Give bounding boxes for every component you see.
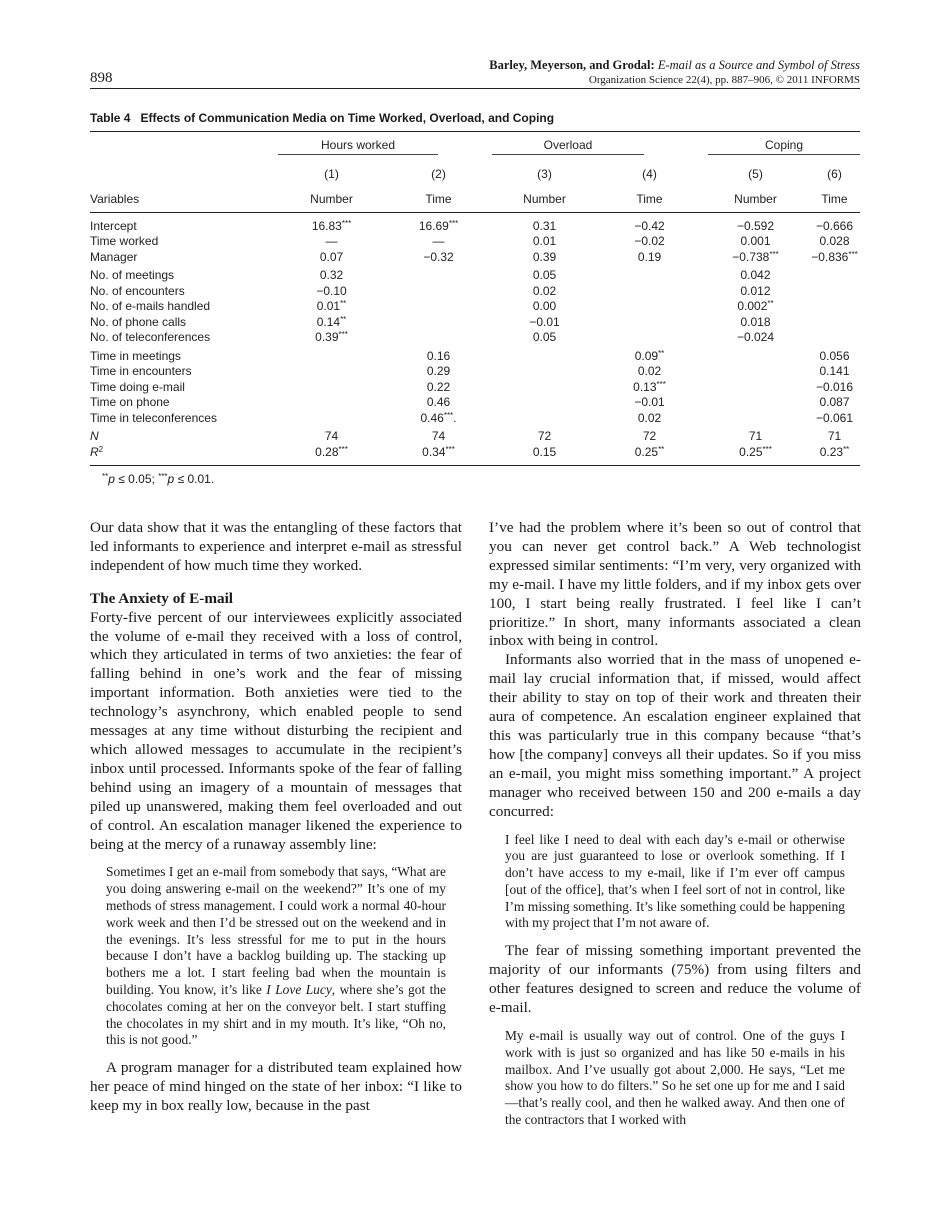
row-label: Time doing e-mail — [90, 379, 185, 394]
table-cell: 0.22 — [426, 379, 451, 394]
table-row — [90, 395, 860, 411]
table-row — [90, 250, 860, 266]
paragraph: Informants also worried that in the mass of unopened e-mail lay crucial information that, if missed, would affect their ability to stay on top of their work and threaten their aura of competence. An escalation engineer explained that this was particularly true in this company because “that’s how [the company] conveys all their updates. So if you miss an e-mail, you might miss something important.” A project manager who received between 150 and 200 e-mails a day concurred: — [489, 651, 861, 820]
model-number: (6) — [827, 166, 842, 181]
block-quote: Sometimes I get an e-mail from somebody that says, “What are you doing answering e-mail on the weekend?” It’s one of my methods of stress management. I could work a normal 40-hour work week and then I’d be stressed out on the weekend and in the evenings. It’s less stressful for me to put in the hours because I don’t have a backlog building up. The stacking up bothers me a lot. I start feeling bad when the mountain is building. You know, it’s like I Love Lucy, where she’s got the chocolates coming at her on the conveyor belt. I start stuffing the chocolates in my shirt and in my mouth. It’s like, “Oh no, this is not good.” — [106, 864, 446, 1048]
table-row — [90, 445, 860, 466]
paragraph: A program manager for a distributed team explained how her peace of mind hinged on the state of her inbox: “I like to keep my in box really low, because in the past — [90, 1059, 462, 1114]
table-cell — [809, 299, 860, 315]
table-row — [90, 212, 860, 234]
table-cell — [385, 265, 492, 284]
table-cell: 0.09** — [634, 348, 665, 363]
table-cell: 0.25*** — [702, 445, 809, 466]
table-cell — [278, 411, 385, 427]
table-cell — [809, 265, 860, 284]
table-cell: 0.23** — [809, 445, 860, 466]
table-cell: 0.31 — [532, 218, 557, 233]
right-column — [489, 519, 861, 1139]
table-cell: 0.056 — [819, 348, 850, 363]
table-cell — [702, 346, 809, 365]
block-quote: I feel like I need to deal with each day’s e-mail or otherwise you are just guaranteed to lose or overlook something. If I don’t have access to my e-mail, like if I’m ever off campus [out of the office], that’s when I feel sort of not in control, like I’m missing something. It’s like something could be happening with my project that I’m not aware of. — [505, 831, 845, 931]
table-cell: 16.83*** — [311, 218, 352, 233]
table-cell: 0.01 — [532, 234, 557, 248]
row-label: Time on phone — [90, 395, 170, 409]
table-cell: 0.001 — [740, 234, 771, 248]
table-cell: — — [325, 234, 338, 248]
table-cell — [597, 299, 702, 315]
table-cell — [492, 411, 597, 427]
table-cell — [278, 346, 385, 365]
table-cell: 0.00 — [532, 299, 557, 313]
model-number: (4) — [642, 166, 657, 181]
table-cell: −0.02 — [634, 234, 665, 248]
model-number: (1) — [324, 166, 339, 181]
running-header-title-line — [489, 58, 860, 73]
model-number: (3) — [537, 166, 552, 181]
table-cell — [702, 395, 809, 411]
table-cell: −0.42 — [634, 218, 665, 233]
table-cell: 0.29 — [426, 364, 451, 378]
model-unit: Number — [734, 192, 777, 206]
table-cell: 0.32 — [319, 268, 344, 282]
paragraph: The fear of missing something important prevented the majority of our informants (75%) from using filters and other features designed to screen and reduce the volume of e-mail. — [489, 942, 861, 1016]
table-group-hours: Hours worked — [278, 132, 492, 159]
table-cell — [492, 364, 597, 380]
table-cell — [809, 315, 860, 331]
table-row — [90, 234, 860, 250]
table-row — [90, 330, 860, 346]
table-group-coping: Coping — [702, 132, 860, 159]
row-label: Time worked — [90, 234, 159, 248]
section-heading: The Anxiety of E-mail — [90, 589, 234, 607]
table-cell: 0.46 — [426, 395, 451, 409]
table-cell: 0.46***. — [420, 410, 457, 425]
table-cell: 0.05 — [532, 268, 557, 282]
table-cell: 0.087 — [819, 395, 850, 409]
table-cell — [597, 315, 702, 331]
row-label: $R^2$ — [90, 445, 278, 466]
table-cell: −0.32 — [423, 249, 454, 264]
table-row — [90, 315, 860, 331]
table-row — [90, 346, 860, 365]
table-row — [90, 265, 860, 284]
row-label: No. of teleconferences — [90, 330, 211, 344]
table-cell: 74 — [324, 429, 339, 443]
table-row — [90, 411, 860, 427]
table-row — [90, 364, 860, 380]
model-unit: Time — [636, 192, 663, 206]
table-number: Table 4 — [90, 111, 131, 125]
table-cell: 0.28*** — [278, 445, 385, 466]
table-cell: −0.836*** — [811, 249, 858, 264]
results-table — [90, 131, 860, 466]
table-row — [90, 284, 860, 300]
table-cell: 0.141 — [819, 364, 850, 378]
table-cell — [492, 346, 597, 365]
block-quote: My e-mail is usually way out of control. One of the guys I work with is just so organized and has like 50 e-mails in his mailbox. And I’ve usually got about 2,000. He says, “Let me show you how to do filters.” So he set one up for me and I said—that’s really cool, and then he walked away. And then one of the contractors that I worked with — [505, 1027, 845, 1127]
table-group-overload: Overload — [492, 132, 702, 159]
table-cell: −0.10 — [316, 283, 347, 298]
table-title: Effects of Communication Media on Time Worked, Overload, and Coping — [140, 111, 555, 125]
table-cell: 0.34*** — [385, 445, 492, 466]
row-label: Time in teleconferences — [90, 410, 217, 425]
header-article-title: E-mail as a Source and Symbol of Stress — [657, 58, 860, 72]
table-footnote: **p ≤ 0.05; ***p ≤ 0.01. — [102, 472, 215, 486]
model-unit: Time — [821, 192, 848, 206]
table-cell: 0.012 — [740, 283, 771, 298]
table-cell — [385, 315, 492, 331]
table-cell — [702, 364, 809, 380]
table-row — [90, 299, 860, 315]
table-caption — [90, 111, 554, 125]
model-number: (2) — [431, 166, 446, 181]
table-row — [90, 426, 860, 445]
table-cell: 0.028 — [819, 234, 850, 248]
table-cell: 71 — [827, 429, 842, 443]
row-label: Time in meetings — [90, 348, 181, 363]
paragraph: Forty-five percent of our interviewees explicitly associated the volume of e-mail they received with a loss of control, which they articulated in terms of two anxieties: the fear of falling behind in one’s work and the fear of missing important information. Both anxieties were tied to the technology’s asynchrony, which enabled people to send messages at any time without disturbing the recipient and which allowed messages to accumulate in the recipient’s inbox until processed. Informants spoke of the fear of falling behind using an imagery of a mountain of messages that piled up unanswered, making them feel overloaded and out of control. An escalation manager likened the experience to being at the mercy of a runaway assembly line: — [90, 608, 462, 853]
left-column — [90, 519, 462, 1116]
model-unit: Number — [310, 192, 353, 206]
table-cell: 71 — [748, 429, 763, 443]
model-unit: Time — [425, 192, 452, 206]
table-cell — [385, 330, 492, 346]
table-cell — [597, 284, 702, 300]
table-cell: −0.061 — [815, 410, 854, 425]
row-label: Time in encounters — [90, 364, 192, 378]
table-cell — [809, 330, 860, 346]
table-cell: 0.042 — [740, 268, 771, 282]
running-header — [489, 58, 860, 86]
table-cell — [597, 330, 702, 346]
table-cell — [492, 380, 597, 396]
table-cell: −0.016 — [815, 379, 854, 394]
table-cell: 0.07 — [319, 249, 344, 264]
table-cell — [278, 380, 385, 396]
model-unit: Number — [523, 192, 566, 206]
table-row — [90, 380, 860, 396]
table-cell: −0.024 — [736, 330, 775, 344]
table-cell: 72 — [642, 429, 657, 443]
table-cell: −0.666 — [815, 218, 854, 233]
table-cell: 0.02 — [637, 364, 662, 378]
header-rule — [90, 88, 860, 89]
row-label: No. of phone calls — [90, 314, 187, 329]
row-label: No. of meetings — [90, 268, 175, 282]
paragraph: I’ve had the problem where it’s been so out of control that you can never get control back.” A Web technologist expressed similar sentiments: “I’m very, very organized with my e-mail. I have my little folders, and if my inbox gets over 100, I start being really frustrated. I feel like I can’t prioritize.” In short, many informants associated a clean inbox with being in control. — [489, 519, 861, 650]
table-cell — [278, 395, 385, 411]
table-cell — [809, 284, 860, 300]
model-number: (5) — [748, 166, 763, 181]
table-cell: 0.002** — [737, 299, 774, 313]
table-cell: −0.738*** — [732, 249, 779, 264]
table-cell: — — [432, 234, 445, 248]
table-cell: 0.05 — [532, 330, 557, 344]
table-cell — [597, 265, 702, 284]
table-cell: 0.16 — [426, 348, 451, 363]
table-cell — [278, 364, 385, 380]
row-label: Intercept — [90, 218, 137, 233]
paragraph: Our data show that it was the entangling of these factors that led informants to experience and interpret e-mail as stressful independent of how much time they worked. — [90, 519, 462, 574]
table-cell: 0.02 — [532, 283, 557, 298]
table-cell — [385, 299, 492, 315]
table-cell: 0.39*** — [315, 330, 348, 344]
table-cell: 72 — [537, 429, 552, 443]
table-cell — [492, 395, 597, 411]
table-cell — [702, 411, 809, 427]
table-cell: 0.018 — [740, 314, 771, 329]
table-cell: −0.01 — [529, 314, 560, 329]
row-label: No. of e-mails handled — [90, 299, 211, 313]
table-cell: 0.02 — [637, 410, 662, 425]
table-cell: 0.39 — [532, 249, 557, 264]
row-label: Manager — [90, 249, 138, 264]
table-cell: 0.01** — [316, 299, 347, 313]
table-cell: 0.14** — [316, 314, 347, 329]
table-cell: 0.13*** — [633, 379, 666, 394]
table-cell: −0.592 — [736, 218, 775, 233]
table-cell: 0.25** — [597, 445, 702, 466]
variables-header: Variables — [90, 192, 140, 206]
row-label: No. of encounters — [90, 283, 185, 298]
row-label: N — [90, 429, 99, 443]
table-cell: 0.19 — [637, 249, 662, 264]
table-cell: 74 — [431, 429, 446, 443]
table-cell: 0.15 — [492, 445, 597, 466]
page-number: 898 — [90, 70, 113, 86]
header-authors: Barley, Meyerson, and Grodal: — [489, 58, 655, 72]
table-cell — [702, 380, 809, 396]
table-cell: −0.01 — [634, 395, 665, 409]
table-cell — [385, 284, 492, 300]
table-cell: 16.69*** — [418, 218, 459, 233]
header-journal: Organization Science 22(4), pp. 887–906, © 2011 INFORMS — [588, 74, 860, 86]
